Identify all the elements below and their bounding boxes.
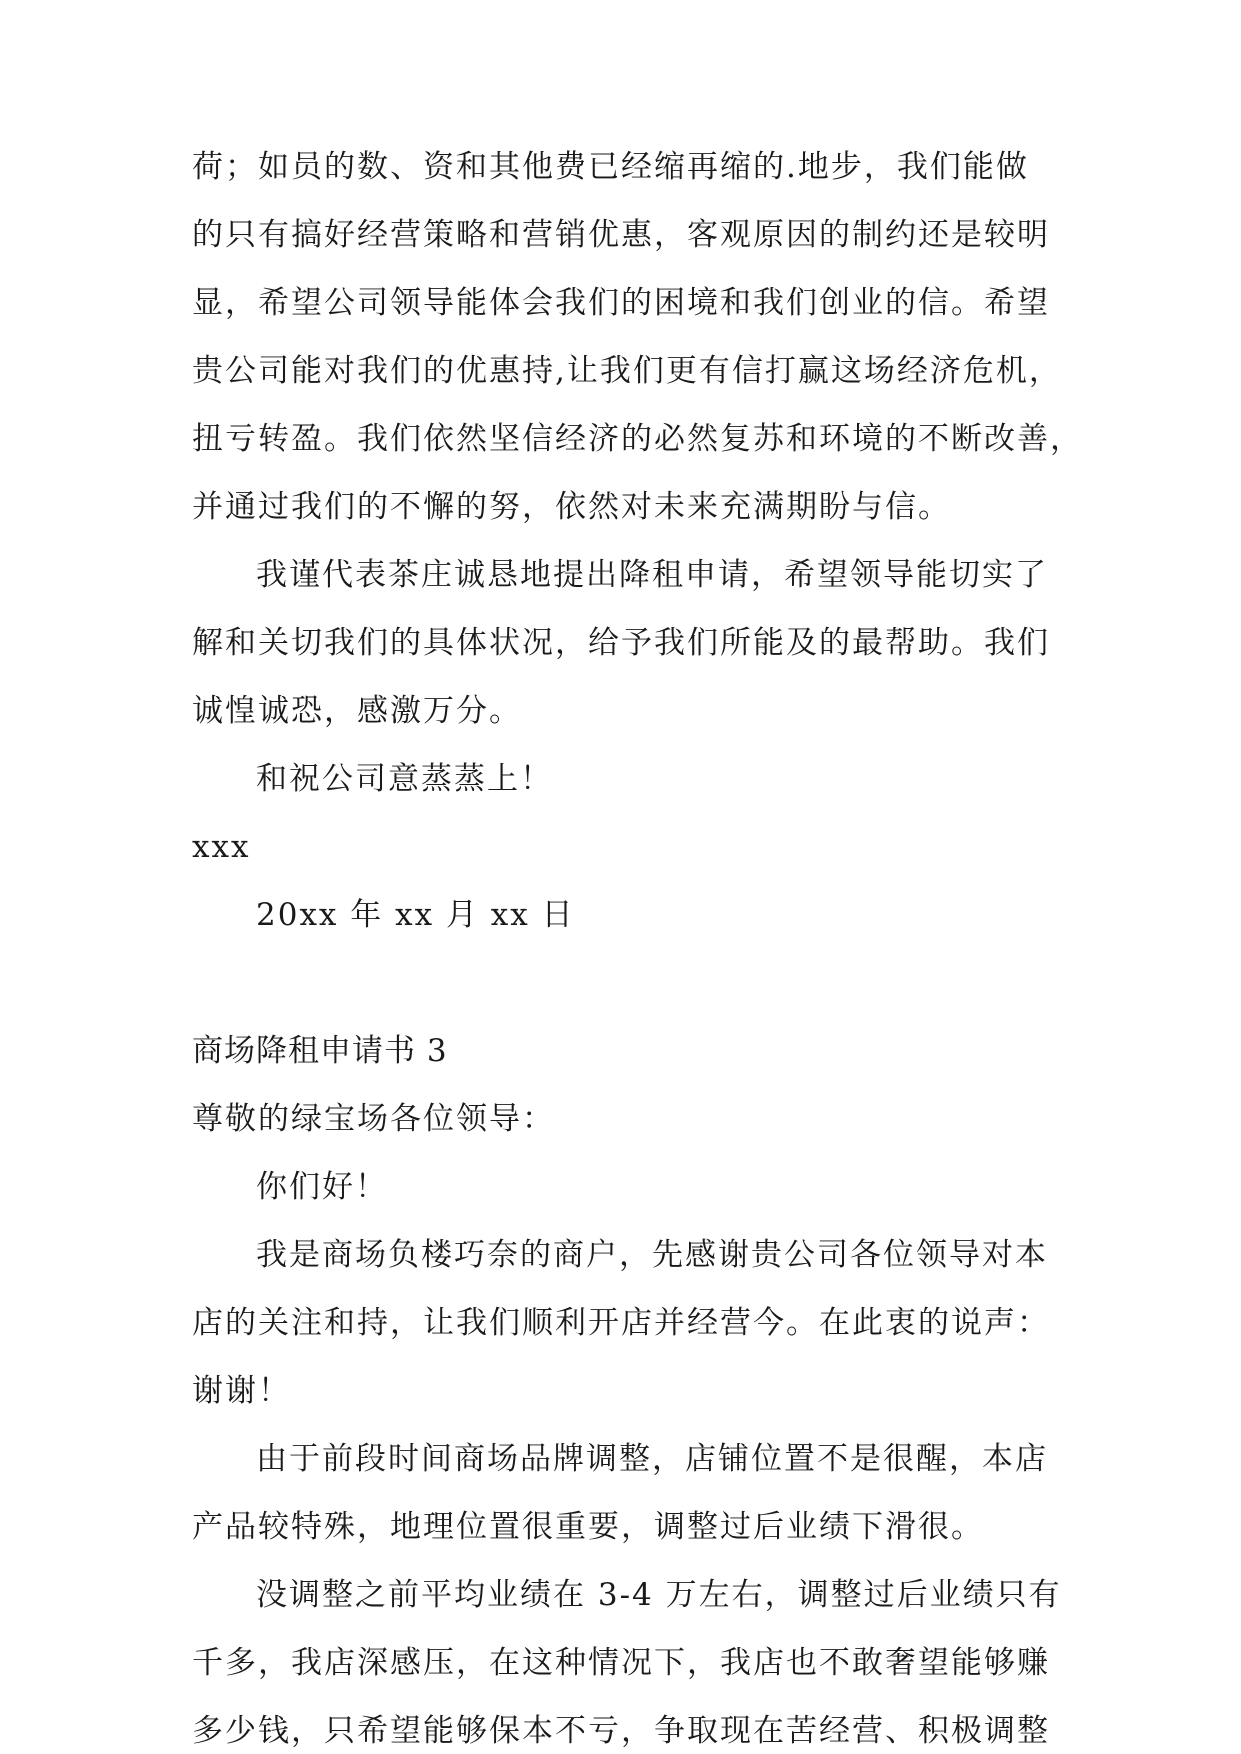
paragraph-first-line: 我是商场负楼巧奈的商户，先感谢贵公司各位领导对本 — [256, 1237, 1048, 1273]
greeting: 你们好！ — [256, 1169, 388, 1205]
salutation: 尊敬的绿宝场各位领导： — [192, 1101, 555, 1137]
paragraph-first-line: 由于前段时间商场品牌调整，店铺位置不是很醒，本店 — [256, 1441, 1048, 1477]
body-text-line: 扭亏转盈。我们依然坚信经济的必然复苏和环境的不断改善， — [192, 421, 1083, 457]
body-text-line: 解和关切我们的具体状况，给予我们所能及的最帮助。我们 — [192, 625, 1050, 661]
body-text-line: 千多，我店深感压，在这种情况下，我店也不敢奢望能够赚 — [192, 1645, 1050, 1681]
signature-date: 20xx 年 xx 月 xx 日 — [256, 897, 575, 933]
body-text-line: 显，希望公司领导能体会我们的困境和我们创业的信。希望 — [192, 285, 1050, 321]
body-text-line: 产品较特殊，地理位置很重要，调整过后业绩下滑很。 — [192, 1509, 984, 1545]
paragraph-first-line: 我谨代表茶庄诚恳地提出降租申请，希望领导能切实了 — [256, 557, 1048, 593]
body-text-line: 贵公司能对我们的优惠持,让我们更有信打赢这场经济危机， — [192, 353, 1062, 389]
body-text-line: 多少钱，只希望能够保本不亏，争取现在苦经营、积极调整 — [192, 1713, 1050, 1749]
closing-wish: 和祝公司意蒸蒸上！ — [256, 761, 553, 797]
paragraph-first-line: 没调整之前平均业绩在 3-4 万左右，调整过后业绩只有 — [256, 1577, 1062, 1613]
signature-name: xxx — [192, 829, 251, 865]
body-text-line: 诚惶诚恐，感激万分。 — [192, 693, 522, 729]
body-text-line: 并通过我们的不懈的努，依然对未来充满期盼与信。 — [192, 489, 951, 525]
section-title: 商场降租申请书 3 — [192, 1033, 448, 1069]
body-text-line: 谢谢！ — [192, 1373, 291, 1409]
body-text-line: 店的关注和持，让我们顺利开店并经营今。在此衷的说声： — [192, 1305, 1050, 1341]
body-text-line: 荷；如员的数、资和其他费已经缩再缩的.地步，我们能做 — [192, 149, 1029, 185]
body-text-line: 的只有搞好经营策略和营销优惠，客观原因的制约还是较明 — [192, 217, 1050, 253]
